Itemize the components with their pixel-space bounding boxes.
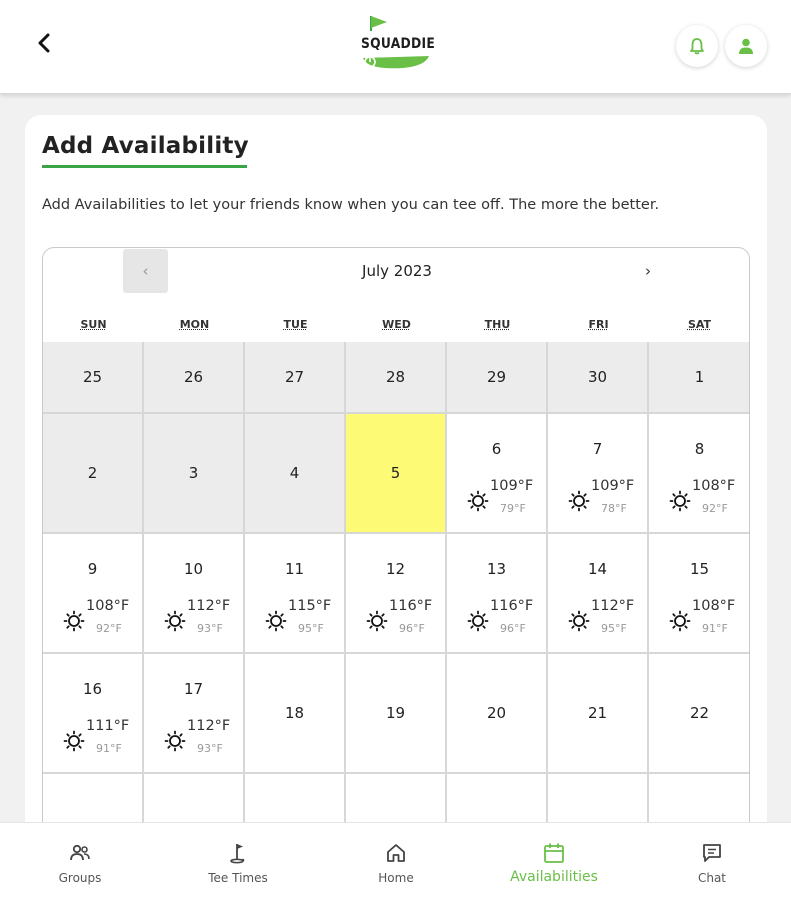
weekday-label: THU (484, 318, 511, 331)
calendar-day-cell (43, 342, 144, 414)
sun-icon (366, 610, 388, 632)
profile-button[interactable] (725, 25, 767, 67)
chat-icon (700, 841, 724, 865)
logo-wordmark: SQUADDIE (361, 36, 436, 52)
weekday-label: SAT (687, 318, 712, 331)
day-number: 8 (694, 440, 705, 458)
calendar-day-cell[interactable] (43, 654, 144, 774)
weather-forecast (144, 598, 243, 642)
day-number: 3 (188, 464, 199, 482)
high-temperature: 108°F (692, 478, 736, 494)
high-temperature: 108°F (86, 598, 130, 614)
day-number: 26 (183, 368, 204, 386)
day-number: 7 (592, 440, 603, 458)
day-number: 19 (385, 704, 406, 722)
day-number: 9 (87, 560, 98, 578)
bell-icon (688, 37, 706, 55)
groups-icon (68, 841, 92, 865)
weekday-header (43, 318, 750, 338)
high-temperature: 112°F (187, 718, 231, 734)
weekday-label: SUN (80, 318, 107, 331)
low-temperature: 95°F (298, 622, 324, 635)
nav-label: Groups (58, 871, 102, 885)
high-temperature: 109°F (591, 478, 635, 494)
calendar-day-cell[interactable] (245, 654, 346, 774)
weather-forecast (548, 598, 647, 642)
back-button[interactable] (30, 28, 58, 58)
calendar-day-cell[interactable] (346, 414, 447, 534)
day-number: 13 (486, 560, 507, 578)
day-number: 10 (183, 560, 204, 578)
nav-availabilities[interactable] (489, 841, 619, 885)
low-temperature: 96°F (500, 622, 526, 635)
sun-icon (265, 610, 287, 632)
sun-icon (467, 610, 489, 632)
low-temperature: 78°F (601, 502, 627, 515)
golf-flag-icon (226, 841, 250, 865)
day-number: 29 (486, 368, 507, 386)
day-number: 21 (587, 704, 608, 722)
day-number: 15 (689, 560, 710, 578)
chevron-left-icon (37, 33, 51, 53)
calendar-day-cell[interactable] (144, 654, 245, 774)
day-number: 30 (587, 368, 608, 386)
day-number: 4 (289, 464, 300, 482)
calendar-day-cell[interactable] (649, 654, 750, 774)
nav-label: Tee Times (208, 871, 268, 885)
nav-label: Availabilities (510, 869, 598, 885)
calendar-day-cell[interactable] (346, 534, 447, 654)
calendar-day-cell (144, 342, 245, 414)
calendar-day-cell[interactable] (548, 414, 649, 534)
low-temperature: 79°F (500, 502, 526, 515)
page-title: Add Availability (42, 133, 249, 159)
high-temperature: 116°F (490, 598, 534, 614)
weather-forecast (346, 598, 445, 642)
nav-home[interactable] (331, 841, 461, 885)
day-number: 11 (284, 560, 305, 578)
weather-forecast (548, 478, 647, 522)
sun-icon (669, 490, 691, 512)
day-number: 5 (390, 464, 401, 482)
calendar-day-cell[interactable] (649, 414, 750, 534)
low-temperature: 96°F (399, 622, 425, 635)
high-temperature: 109°F (490, 478, 534, 494)
calendar-day-cell[interactable] (245, 534, 346, 654)
calendar-day-cell (649, 342, 750, 414)
calendar-day-cell[interactable] (447, 534, 548, 654)
low-temperature: 92°F (702, 502, 728, 515)
weather-forecast (43, 598, 142, 642)
sun-icon (568, 490, 590, 512)
low-temperature: 95°F (601, 622, 627, 635)
page-subtitle: Add Availabilities to let your friends know when you can tee off. The more the better. (42, 197, 660, 213)
low-temperature: 91°F (96, 742, 122, 755)
day-number: 18 (284, 704, 305, 722)
calendar-day-cell (548, 342, 649, 414)
availability-calendar (42, 247, 750, 887)
day-number: 25 (82, 368, 103, 386)
sun-icon (63, 730, 85, 752)
day-number: 1 (694, 368, 705, 386)
high-temperature: 112°F (591, 598, 635, 614)
calendar-day-cell (245, 342, 346, 414)
calendar-day-cell[interactable] (43, 534, 144, 654)
day-number: 6 (491, 440, 502, 458)
nav-label: Home (378, 871, 414, 885)
day-number: 14 (587, 560, 608, 578)
calendar-day-cell (144, 414, 245, 534)
day-number: 28 (385, 368, 406, 386)
low-temperature: 92°F (96, 622, 122, 635)
bottom-nav (0, 822, 791, 900)
weather-forecast (144, 718, 243, 762)
day-number: 12 (385, 560, 406, 578)
weather-forecast (649, 598, 750, 642)
sun-icon (63, 610, 85, 632)
nav-chat[interactable] (647, 841, 777, 885)
weather-forecast (43, 718, 142, 762)
sun-icon (467, 490, 489, 512)
high-temperature: 115°F (288, 598, 332, 614)
calendar-day-cell[interactable] (447, 654, 548, 774)
day-number: 22 (689, 704, 710, 722)
high-temperature: 116°F (389, 598, 433, 614)
calendar-day-cell[interactable] (548, 534, 649, 654)
day-number: 27 (284, 368, 305, 386)
day-number: 2 (87, 464, 98, 482)
calendar-day-cell[interactable] (548, 654, 649, 774)
next-month-button[interactable]: › (645, 262, 651, 280)
home-icon (384, 841, 408, 865)
day-number: 20 (486, 704, 507, 722)
day-number: 16 (82, 680, 103, 698)
calendar-day-cell (447, 342, 548, 414)
high-temperature: 111°F (86, 718, 130, 734)
day-number: 17 (183, 680, 204, 698)
month-label: July 2023 (362, 262, 432, 280)
weather-forecast (447, 598, 546, 642)
sun-icon (164, 610, 186, 632)
calendar-day-cell[interactable] (447, 414, 548, 534)
weekday-label: WED (382, 318, 411, 331)
nav-groups[interactable] (15, 841, 145, 885)
calendar-day-cell[interactable] (144, 534, 245, 654)
calendar-day-cell (346, 342, 447, 414)
prev-month-button[interactable]: ‹ (123, 249, 168, 293)
weekday-label: TUE (283, 318, 308, 331)
calendar-icon (542, 841, 566, 865)
weather-forecast (649, 478, 750, 522)
sun-icon (669, 610, 691, 632)
low-temperature: 93°F (197, 622, 223, 635)
weather-forecast (245, 598, 344, 642)
low-temperature: 93°F (197, 742, 223, 755)
weekday-label: MON (179, 318, 210, 331)
calendar-day-cell[interactable] (649, 534, 750, 654)
sun-icon (164, 730, 186, 752)
high-temperature: 108°F (692, 598, 736, 614)
notifications-button[interactable] (676, 25, 718, 67)
user-icon (737, 37, 755, 55)
nav-label: Chat (697, 871, 727, 885)
weekday-label: FRI (588, 318, 609, 331)
low-temperature: 91°F (702, 622, 728, 635)
sun-icon (568, 610, 590, 632)
weather-forecast (447, 478, 546, 522)
add-availability-card (25, 115, 767, 875)
app-header (0, 0, 791, 94)
squaddie-logo (355, 14, 437, 72)
calendar-day-cell[interactable] (346, 654, 447, 774)
title-underline (42, 165, 247, 168)
calendar-day-cell (245, 414, 346, 534)
nav-tee-times[interactable] (173, 841, 303, 885)
calendar-day-cell (43, 414, 144, 534)
high-temperature: 112°F (187, 598, 231, 614)
